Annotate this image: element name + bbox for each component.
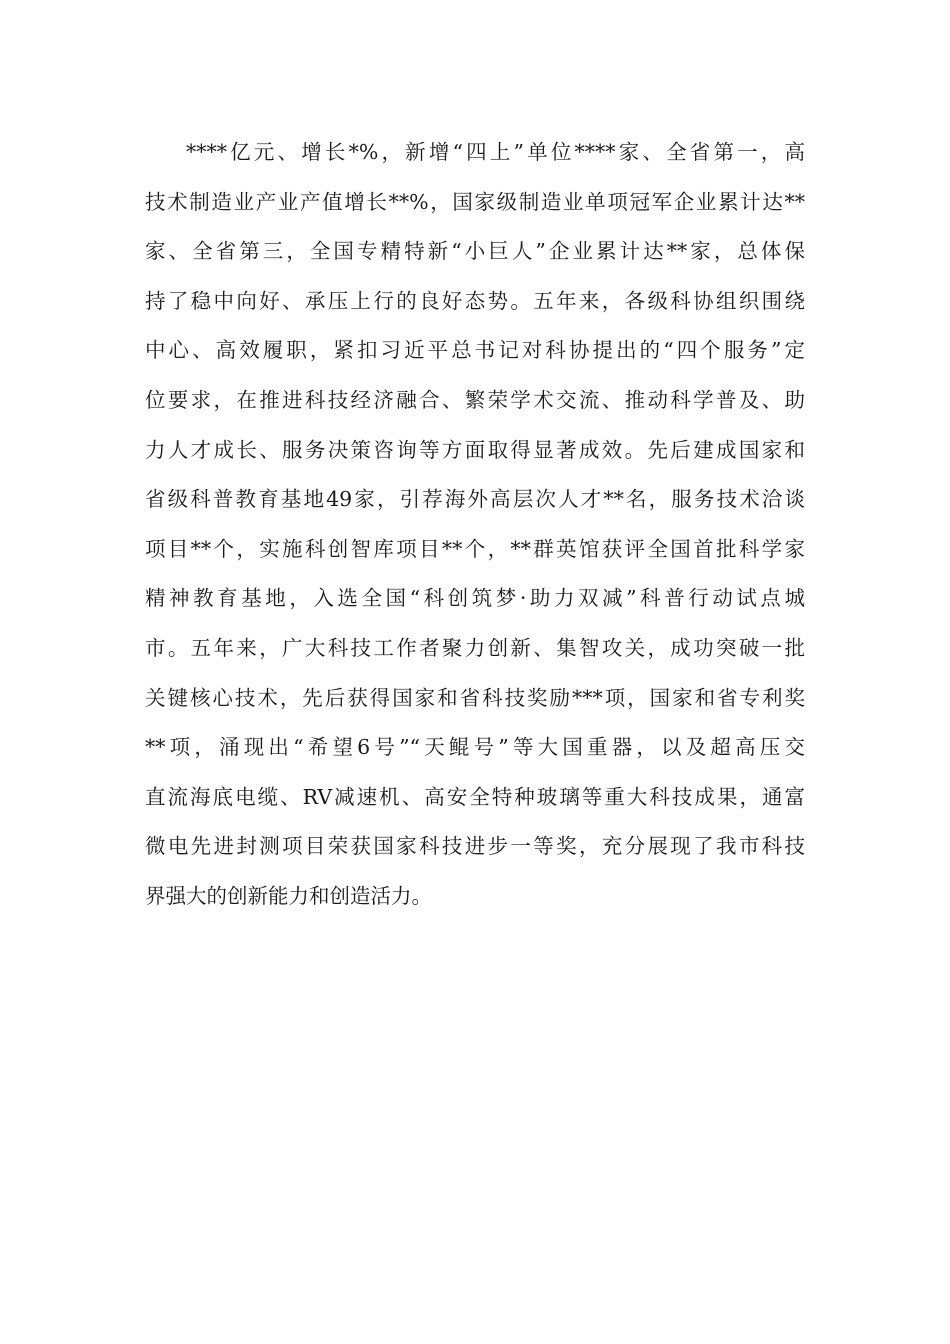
paragraph-line: 位要求，在推进科技经济融合、繁荣学术交流、推动科学普及、助 bbox=[145, 387, 805, 412]
paragraph-line: 家、全省第三，全国专精特新“小巨人”企业累计达**家，总体保 bbox=[145, 239, 805, 264]
body-paragraph bbox=[145, 128, 805, 922]
paragraph-line: 技术制造业产业产值增长**%，国家级制造业单项冠军企业累计达** bbox=[145, 189, 805, 214]
paragraph-line: 直流海底电缆、RV减速机、高安全特种玻璃等重大科技成果，通富 bbox=[145, 784, 805, 809]
paragraph-line: 力人才成长、服务决策咨询等方面取得显著成效。先后建成国家和 bbox=[145, 437, 805, 462]
paragraph-line: 微电先进封测项目荣获国家科技进步一等奖，充分展现了我市科技 bbox=[145, 834, 805, 859]
paragraph-line: 中心、高效履职，紧扣习近平总书记对科协提出的“四个服务”定 bbox=[145, 338, 805, 363]
paragraph-line: 省级科普教育基地49家，引荐海外高层次人才**名，服务技术洽谈 bbox=[145, 487, 805, 512]
paragraph-line: ****亿元、增长*%，新增“四上”单位****家、全省第一，高 bbox=[186, 140, 805, 164]
paragraph-line: 关键核心技术，先后获得国家和省科技奖励***项，国家和省专利奖 bbox=[145, 685, 805, 710]
paragraph-line: **项，涌现出“希望6号”“天鲲号”等大国重器，以及超高压交 bbox=[145, 735, 805, 760]
paragraph-line: 项目**个，实施科创智库项目**个，**群英馆获评全国首批科学家 bbox=[145, 536, 805, 561]
paragraph-line: 持了稳中向好、承压上行的良好态势。五年来，各级科协组织围绕 bbox=[145, 288, 805, 313]
paragraph-line: 界强大的创新能力和创造活力。 bbox=[145, 883, 432, 908]
paragraph-line: 精神教育基地，入选全国“科创筑梦·助力双减”科普行动试点城 bbox=[145, 586, 805, 611]
paragraph-line: 市。五年来，广大科技工作者聚力创新、集智攻关，成功突破一批 bbox=[145, 635, 805, 660]
